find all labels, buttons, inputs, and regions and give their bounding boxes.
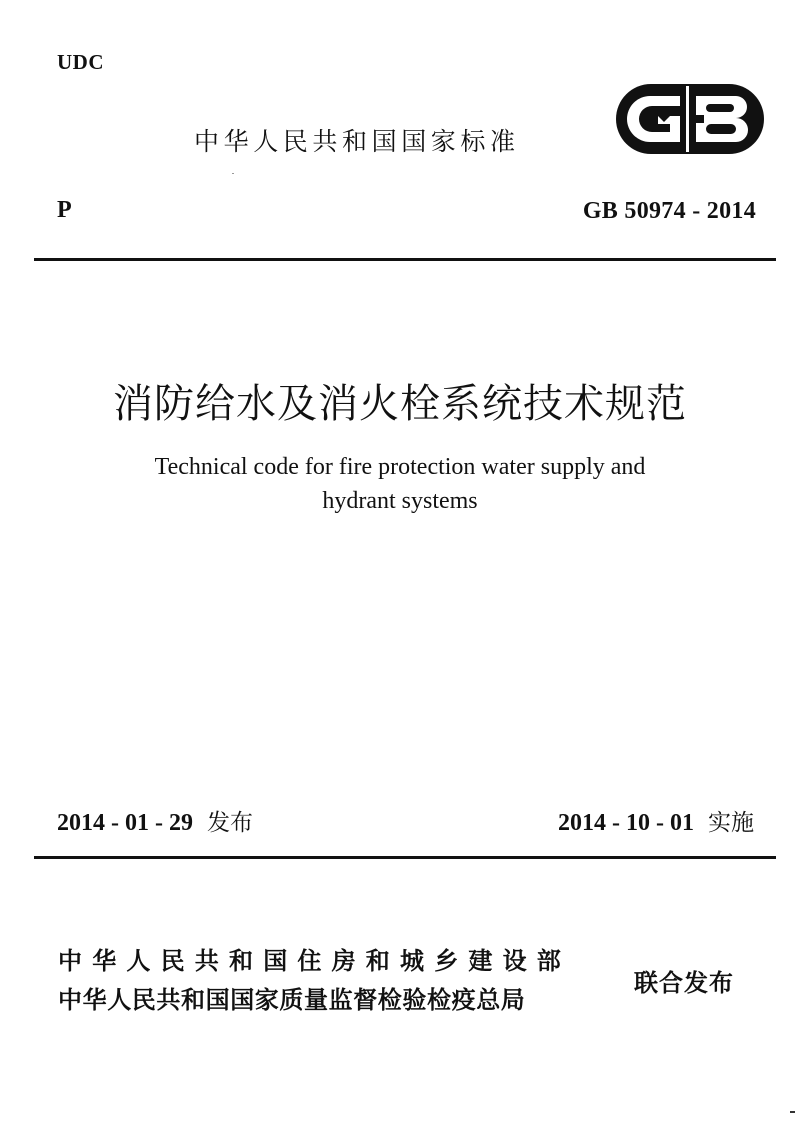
issue-date: 2014 - 01 - 29 [57,810,193,836]
implementation-date-block [558,804,754,837]
udc-label: UDC [57,50,104,74]
issue-date-block [57,804,253,837]
title-english-line2: hydrant systems [322,488,478,514]
gb-logo-icon [614,82,766,156]
bottom-divider [34,856,776,859]
top-divider [34,258,776,261]
implementation-date: 2014 - 10 - 01 [558,810,694,836]
scan-speck [790,1111,795,1113]
standard-type-heading: 中华人民共和国国家标准 [194,127,520,156]
title-english [0,450,800,518]
implementation-label: 实施 [708,810,754,836]
title-chinese: 消防给水及消火栓系统技术规范 [113,381,687,426]
publisher-line-2: 中华人民共和国国家质量监督检验检疫总局 [58,986,526,1014]
standard-number: GB 50974 - 2014 [582,198,756,224]
joint-publish-label: 联合发布 [634,969,734,997]
issue-label: 发布 [206,810,253,836]
title-english-line1: Technical code for fire protection water supply and [154,454,646,480]
publisher-line-1: 中华人民共和国住房和城乡建设部 [58,947,571,975]
classification-code: P [57,197,72,223]
scan-speck [232,173,234,174]
